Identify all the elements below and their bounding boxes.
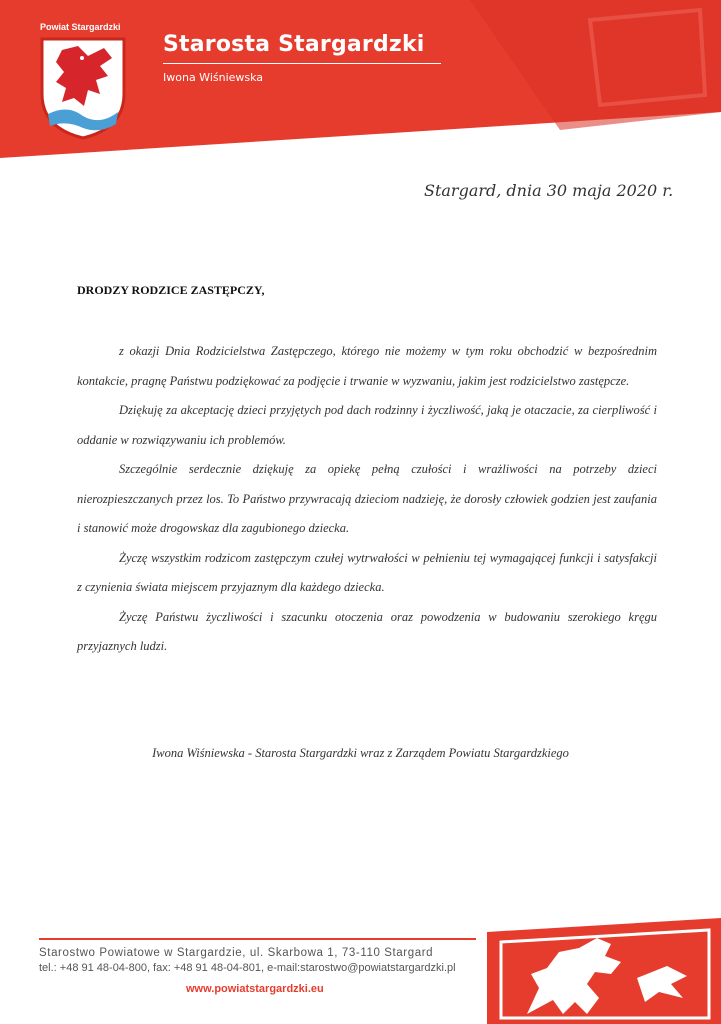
letter-body	[77, 337, 657, 662]
letter-greeting: DRODZY RODZICE ZASTĘPCZY,	[77, 283, 265, 297]
footer-divider	[39, 938, 476, 940]
footer-griffin-logo	[487, 918, 721, 1024]
page-subtitle: Iwona Wiśniewska	[163, 71, 264, 84]
emblem-caption: Powiat Stargardzki	[40, 22, 121, 32]
letter-paragraph: Szczególnie serdecznie dziękuję za opiekę pełną czułości i wrażliwości na potrzeby dzieci nierozpieszczanych przez los. To Państwo przywracają dzieciom nadzieję, że dorosły człowiek godzien jest zaufania i stanowić może drogowskaz dla zagubionego dziecka.	[77, 462, 657, 535]
page-title: Starosta Stargardzki	[163, 32, 425, 57]
letter-date: Stargard, dnia 30 maja 2020 r.	[424, 181, 674, 200]
website-link[interactable]: www.powiatstargardzki.eu	[186, 983, 324, 995]
letter-paragraph: Dziękuję za akceptację dzieci przyjętych pod dach rodzinny i życzliwość, jaką je otaczacie, za cierpliwość i oddanie w rozwiązywaniu ich problemów.	[77, 403, 657, 447]
letter-paragraph: Życzę wszystkim rodzicom zastępczym czułej wytrwałości w pełnieniu tej wymagającej funkcji i satysfakcji z czynienia świata miejscem przyjaznym dla każdego dziecka.	[77, 550, 657, 594]
footer-address: Starostwo Powiatowe w Stargardzie, ul. Skarbowa 1, 73-110 Stargard	[39, 947, 434, 959]
letter-paragraph: z okazji Dnia Rodzicielstwa Zastępczego, którego nie możemy w tym roku obchodzić w bezpośrednim kontakcie, pragnę Państwu podziękować za podjęcie i trwanie w wyzwaniu, jakim jest rodzicielstwo zastępcze.	[77, 344, 657, 388]
footer-contact: tel.: +48 91 48-04-800, fax: +48 91 48-04-801, e-mail:starostwo@powiatstargardzki.pl	[39, 962, 456, 974]
letter-paragraph: Życzę Państwu życzliwości i szacunku otoczenia oraz powodzenia w budowaniu szerokiego kręgu przyjaznych ludzi.	[77, 609, 657, 653]
header-divider	[163, 63, 441, 64]
letter-signature: Iwona Wiśniewska - Starosta Stargardzki wraz z Zarządem Powiatu Stargardzkiego	[152, 746, 569, 760]
coat-of-arms-logo	[38, 36, 128, 140]
